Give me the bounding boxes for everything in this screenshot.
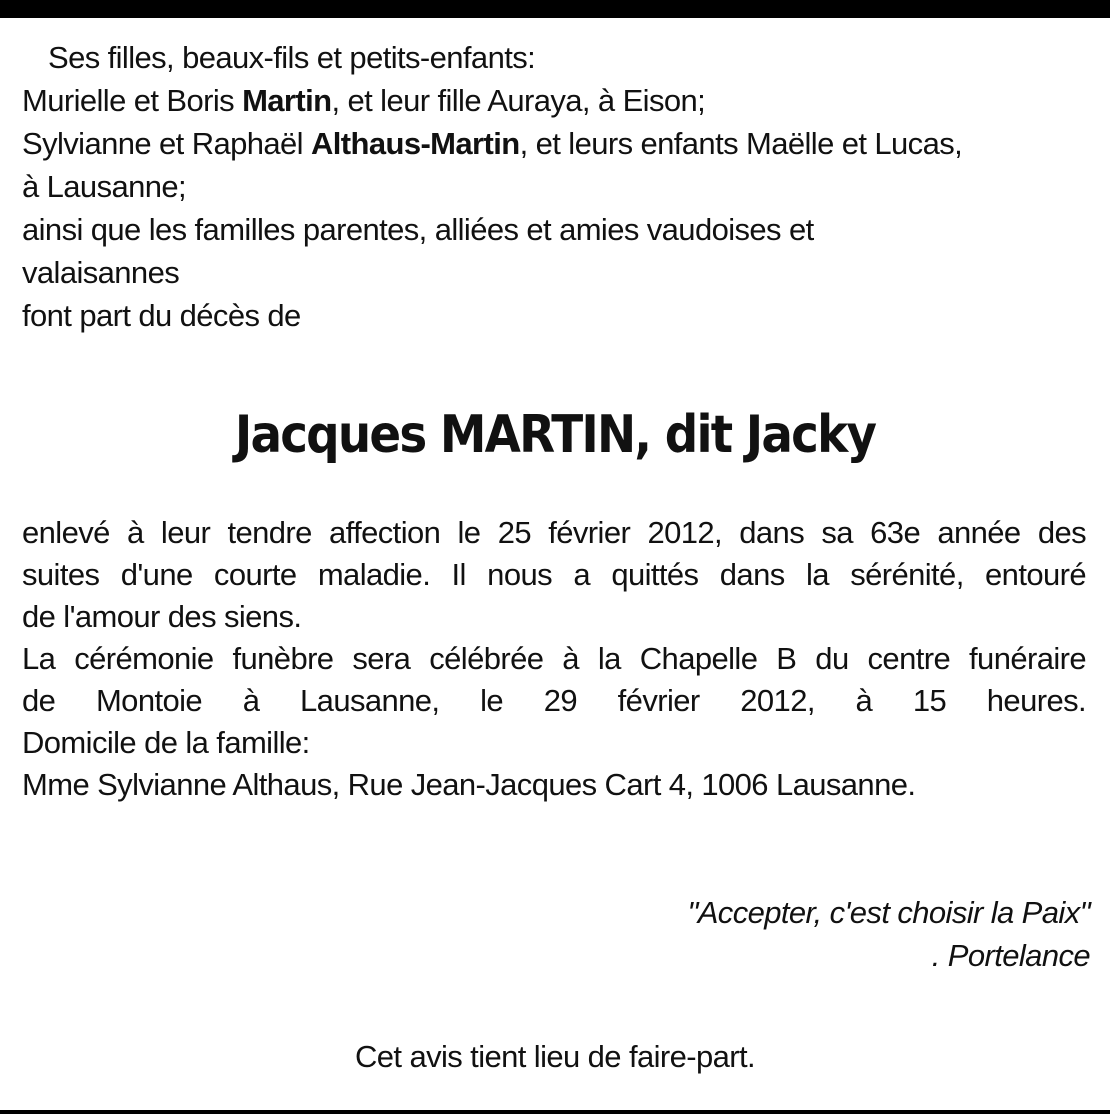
top-rule	[0, 0, 1110, 18]
quote-text: "Accepter, c'est choisir la Paix"	[687, 895, 1090, 930]
footer-note: Cet avis tient lieu de faire-part.	[354, 1039, 756, 1074]
family-line-1-name: Martin	[242, 83, 332, 118]
body-line-6: Domicile de la famille:	[22, 725, 310, 760]
body-line-1: enlevé à leur tendre affection le 25 février 2012, dans sa 63e année des	[22, 515, 1086, 550]
body-line-3: de l'amour des siens.	[22, 599, 302, 634]
body-line-5: de Montoie à Lausanne, le 29 février 2012, à 15 heures.	[22, 683, 1086, 718]
family-line-1	[22, 81, 705, 121]
body-line-7: Mme Sylvianne Althaus, Rue Jean-Jacques Cart 4, 1006 Lausanne.	[22, 767, 916, 802]
family-line-1-prefix: Murielle et Boris	[22, 83, 243, 118]
notice-body	[22, 512, 1086, 806]
bottom-rule	[0, 1110, 1110, 1114]
family-line-2-continued: à Lausanne;	[22, 169, 187, 204]
body-line-4: La cérémonie funèbre sera célébrée à la Chapelle B du centre funéraire	[22, 641, 1086, 676]
deceased-name-heading: Jacques MARTIN, dit Jacky	[234, 405, 876, 465]
quote-author: . Portelance	[931, 938, 1090, 973]
family-line-2	[22, 124, 962, 164]
relatives-line-1: ainsi que les familles parentes, alliées et amies vaudoises et	[22, 212, 814, 247]
body-line-2: suites d'une courte maladie. Il nous a quittés dans la sérénité, entouré	[22, 557, 1086, 592]
family-line-2-prefix: Sylvianne et Raphaël	[22, 126, 311, 161]
relatives-line-2: valaisannes	[22, 255, 180, 290]
family-line-2-suffix: , et leurs enfants Maëlle et Lucas,	[519, 126, 963, 161]
family-intro: Ses filles, beaux-fils et petits-enfants:	[48, 40, 536, 75]
announcement-line: font part du décès de	[22, 298, 301, 333]
family-line-2-name: Althaus-Martin	[310, 126, 520, 161]
family-line-1-suffix: , et leur fille Auraya, à Eison;	[331, 83, 706, 118]
